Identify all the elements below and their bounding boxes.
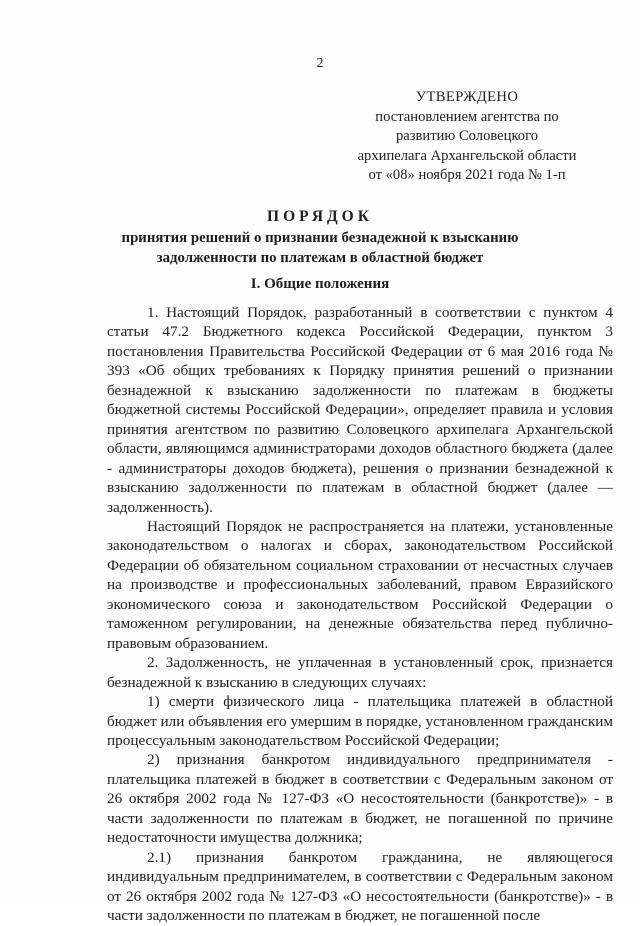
paragraph: 2.1) признания банкротом гражданина, не являющегося индивидуальным предпринимателем, в соответствии с Федеральным законом от 26 октября 2002 года № 127-ФЗ «О несостоятельности (банкротстве)» - в части задолженности по платежам в бюджет, не погашенной после (107, 848, 613, 925)
paragraph: 2) признания банкротом индивидуального предпринимателя - плательщика платежей в бюджет в соответствии с Федеральным законом от 26 октября 2002 года № 127-ФЗ «О несостоятельности (банкротстве)» - в части задолженности по платежам в бюджет, не погашенной по причине недостаточности имущества должника; (107, 751, 613, 847)
approval-line: развитию Соловецкого (395, 128, 539, 144)
document-subtitle: принятия решений о признании безнадежной к взысканию задолженности по платежам в областной бюджет (121, 230, 519, 266)
page-number: 2 (316, 56, 324, 71)
document-title: ПОРЯДОК (267, 208, 373, 225)
paragraph: 1. Настоящий Порядок, разработанный в соответствии с пунктом 4 статьи 47.2 Бюджетного кодекса Российской Федерации, пунктом 3 постановления Правительства Российской Федерации от 6 мая 2016 года № 393 «Об общих требованиях к Порядку принятия решений о признании безнадежной к взысканию задолженности по платежам в бюджеты бюджетной системы Российской Федерации», определяет правила и условия принятия агентством по развитию Соловецкого архипелага Архангельской области, являющимся администраторами доходов областного бюджета (далее - администраторы доходов бюджета), решения о признании безнадежной к взысканию задолженности по платежам в областной бюджет (далее — задолженность). (107, 304, 613, 516)
document-body (107, 303, 613, 926)
approval-line: архипелага Архангельской области (357, 147, 577, 164)
paragraph: 1) смерти физического лица - плательщика платежей в областной бюджет или объявления его умершим в порядке, установленном гражданским процессуальным законодательством Российской Федерации; (107, 693, 613, 749)
paragraph: 2. Задолженность, не уплаченная в установленный срок, признается безнадежной к взысканию в следующих случаях: (107, 654, 613, 691)
approval-title: УТВЕРЖДЕНО (415, 89, 519, 105)
paragraph: Настоящий Порядок не распространяется на платежи, установленные законодательством о налогах и сборах, законодательством Российской Федерации об обязательном социальном страховании от несчастных случаев на производстве и профессиональных заболеваний, правом Евразийского экономического союза и законодательством Российской Федерации о таможенном регулировании, на денежные обязательства перед публично-правовым образованием. (107, 517, 613, 652)
approval-line: постановлением агентства по (375, 108, 559, 125)
approval-block (336, 88, 598, 186)
approval-line: от «08» ноября 2021 года № 1-п (368, 167, 566, 183)
section-heading: I. Общие положения (250, 276, 390, 292)
